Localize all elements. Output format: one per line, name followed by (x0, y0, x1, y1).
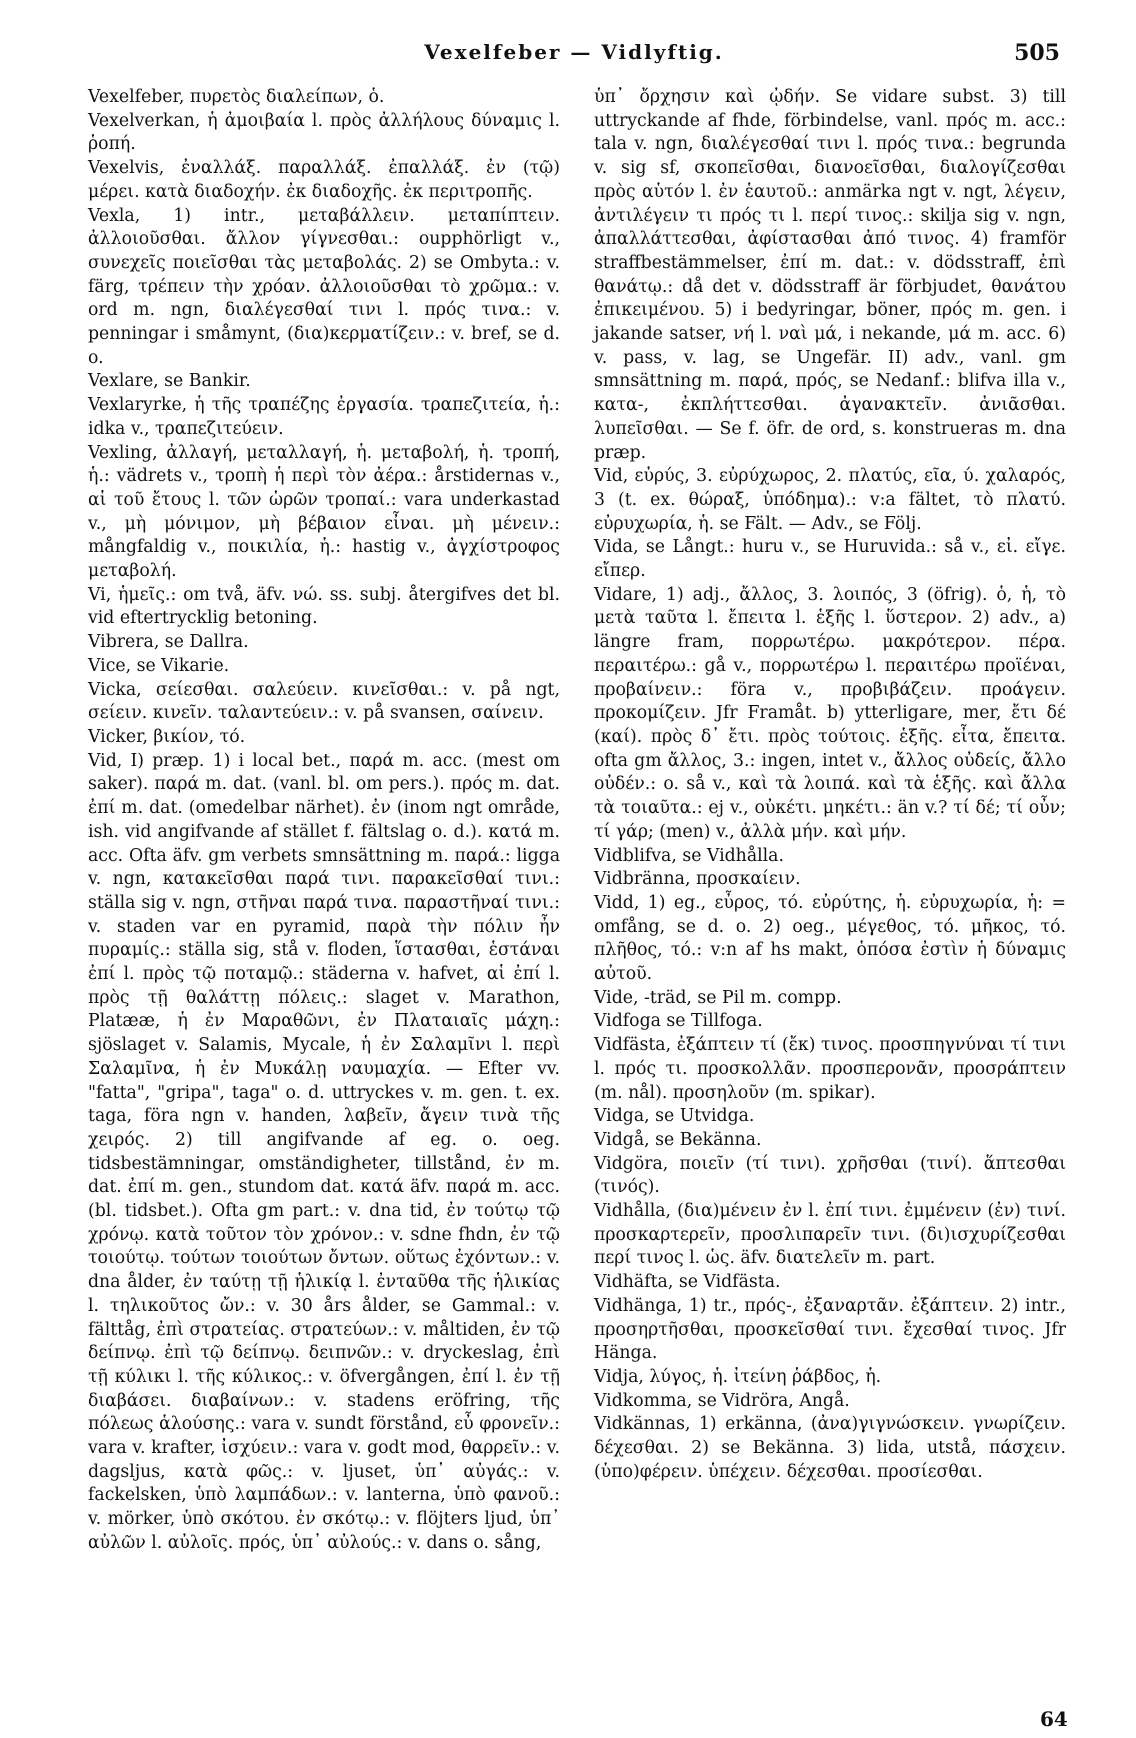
dictionary-entry: Vexla, 1) intr., μεταβάλλειν. μεταπίπτειν. ἀλλοιοῦσθαι. ἄλλον γίγνεσθαι.: oupphörligt v., συνεχεῖς ποιεῖσθαι τὰς μεταβολάς. 2) se Ombyta.: v. färg, τρέπειν τὴν χρόαν. ἀλλοιοῦσθαι τὸ χρῶμα.: v. ord m. ngn, διαλέγεσθαί τινι l. πρός τινα.: v. penningar i småmynt, (δια)κερματίζειν.: v. bref, se d. o. (88, 205, 560, 368)
page-number: 505 (1014, 40, 1060, 66)
dictionary-entry: Vexling, ἀλλαγή, μεταλλαγή, ἡ. μεταβολή, ἡ. τροπή, ἡ.: vädrets v., τροπὴ ἡ περὶ τὸν ἀέρα.: årstidernas v., αἱ τοῦ ἔτους l. τῶν ὡρῶν τροπαί.: vara underkastad v., μὴ μόνιμον, μὴ βέβαιον εἶναι. μὴ μένειν.: mångfaldig v., ποικιλία, ἡ.: hastig v., ἀγχίστροφος μεταβολή. (88, 442, 560, 582)
dictionary-entry: Vexelvis, ἐναλλάξ. παραλλάξ. ἐπαλλάξ. ἐν (τῷ) μέρει. κατὰ διαδοχήν. ἐκ διαδοχῆς. ἐκ περιτροπῆς. (88, 158, 560, 202)
dictionary-entry: Vidgöra, ποιεῖν (τί τινι). χρῆσθαι (τινί). ἅπτεσθαι (τινός). (594, 1153, 1066, 1198)
dictionary-entry: Vicka, σείεσθαι. σαλεύειν. κινεῖσθαι.: v. på ngt, σείειν. κινεῖν. ταλαντεύειν.: v. på svansen, σαίνειν. (88, 679, 560, 724)
dictionary-entry: Vexlaryrke, ἡ τῆς τραπέζης ἐργασία. τραπεζιτεία, ἡ.: idka v., τραπεζιτεύειν. (88, 395, 560, 439)
dictionary-entry: Vicker, βικίον, τό. (88, 726, 246, 747)
dictionary-entry: Vidga, se Utvidga. (594, 1106, 755, 1127)
dictionary-entry: Vidfästa, ἐξάπτειν τί (ἔκ) τινος. προσπηγνύναι τί τινι l. πρός τι. προσκολλᾶν. προσπερονᾶν, προσράπτειν (m. nål). προσηλοῦν (m. spikar). (594, 1035, 1066, 1103)
dictionary-entry: Vidbränna, προσκαίειν. (594, 869, 801, 890)
left-column (88, 86, 560, 1556)
dictionary-entry: Vidblifva, se Vidhålla. (594, 845, 784, 866)
dictionary-entry: Vexlare, se Bankir. (88, 371, 251, 392)
dictionary-entry: Vexelfeber, πυρετὸς διαλείπων, ὁ. (88, 87, 385, 107)
dictionary-entry: Vide, -träd, se Pil m. compp. (594, 987, 842, 1008)
right-column (594, 86, 1066, 1484)
dictionary-entry: Vidhänga, 1) tr., πρός-, ἐξαναρτᾶν. ἐξάπτειν. 2) intr., προσηρτῆσθαι, προσκεῖσθαί τινι. ἔχεσθαί τινος. Jfr Hänga. (594, 1295, 1066, 1364)
signature-mark: 64 (1040, 1707, 1068, 1731)
dictionary-entry: Vida, se Långt.: huru v., se Huruvida.: så v., εἰ. εἴγε. εἴπερ. (594, 537, 1066, 582)
dictionary-entry: Vidgå, se Bekänna. (594, 1129, 762, 1150)
dictionary-entry: Vice, se Vikarie. (88, 655, 230, 676)
dictionary-entry: Vidkännas, 1) erkänna, (ἀνα)γιγνώσκειν. γνωρίζειν. δέχεσθαι. 2) se Bekänna. 3) lida, utstå, πάσχειν. (ὑπο)φέρειν. ὑπέχειν. δέχεσθαι. προσίεσθαι. (594, 1414, 1066, 1482)
page-header (88, 40, 1060, 68)
dictionary-entry: Vid, εὐρύς, 3. εὐρύχωρος, 2. πλατύς, εῖα, ύ. χαλαρός, 3 (t. ex. θώραξ, ὑπόδημα).: v:a fältet, τὸ πλατύ. εὐρυχωρία, ἡ. se Fält. — Adv., se Följ. (594, 466, 1066, 534)
dictionary-entry: Vi, ἡμεῖς.: om två, äfv. νώ. ss. subj. återgifves det bl. vid eftertrycklig betoning. (88, 584, 560, 629)
dictionary-entry: Vid, I) præp. 1) i local bet., παρά m. acc. (mest om saker). παρά m. dat. (vanl. bl. om pers.). πρός m. dat. ἐπί m. dat. (omedelbar närhet). ἐν (inom ngt område, ish. vid angifvande af stället f. fältslag o. d.). κατά m. acc. Ofta äfv. gm verbets smnsättning m. παρά.: ligga v. ngn, κατακεῖσθαι παρά τινι. παρακεῖσθαί τινι.: ställa sig v. ngn, στῆναι παρά τινα. παραστῆναί τινι.: v. staden var en pyramid, παρὰ τὴν πόλιν ἦν πυραμίς.: ställa sig, stå v. floden, ἵστασθαι, ἑστάναι ἐπί l. πρὸς τῷ ποταμῷ.: städerna v. hafvet, αἱ ἐπί l. πρὸς τῇ θαλάττῃ πόλεις.: slaget v. Marathon, Platææ, ἡ ἐν Μαραθῶνι, ἐν Πλαταιαῖς μάχη.: sjöslaget v. Salamis, Mycale, ἡ ἐν Σαλαμῖνι l. περὶ Σαλαμῖνα, ἡ ἐν Μυκάλῃ ναυμαχία. — Efter vv. "fatta", "gripa", taga" o. d. uttryckes v. m. gen. t. ex. taga, föra ngn v. handen, λαβεῖν, ἄγειν τινὰ τῆς χειρός. 2) till angifvande af eg. o. oeg. tidsbestämningar, omständigheter, tillstånd, ἐν m. dat. ἐπί m. gen., stundom dat. κατά äfv. παρά m. acc. (bl. tidsbet.). Ofta gm part.: v. dna tid, ἐν τούτῳ τῷ χρόνῳ. κατὰ τοῦτον τὸν χρόνον.: v. sdne fhdn, ἐν τῷ τοιούτῳ. τούτων τοιούτων ὄντων. οὕτως ἐχόντων.: v. dna ålder, ἐν ταύτῃ τῇ ἡλικίᾳ l. ἐνταῦθα τῆς ἡλικίας l. τηλικοῦτος ὤν.: v. 30 års ålder, se Gammal.: v. fälttåg, ἐπὶ στρατείας. στρατεύων.: v. måltiden, ἐν τῷ δείπνῳ. ἐπὶ τῷ δείπνῳ. δειπνῶν.: v. dryckeslag, ἐπὶ τῇ κύλικι l. τῆς κύλικος.: v. öfvergången, ἐπί l. ἐν τῇ διαβάσει. διαβαίνων.: v. stadens eröfring, τῆς πόλεως ἁλούσης.: vara v. sundt förstånd, εὖ φρονεῖν.: vara v. krafter, ἰσχύειν.: vara v. godt mod, θαρρεῖν.: v. dagsljus, κατὰ φῶς.: v. ljuset, ὑπ᾽ αὐγάς.: v. fackelsken, ὑπὸ λαμπάδων.: v. lanterna, ὑπὸ φανοῦ.: v. mörker, ὑπὸ σκότου. ἐν σκότῳ.: v. flöjters ljud, ὑπ᾽ αὐλῶν l. αὐλοῖς. πρός, ὑπ᾽ αὐλούς.: v. dans o. sång, (88, 750, 560, 1553)
dictionary-entry: Vidfoga se Tillfoga. (594, 1011, 763, 1032)
dictionary-entry: Vidhålla, (δια)μένειν ἐν l. ἐπί τινι. ἐμμένειν (ἐν) τινί. προσκαρτερεῖν, προσλιπαρεῖν τινι. (δι)ισχυρίζεσθαι περί τινος l. ὡς. äfv. διατελεῖν m. part. (594, 1201, 1066, 1269)
dictionary-entry: Vidare, 1) adj., ἄλλος, 3. λοιπός, 3 (öfrig). ὁ, ἡ, τὸ μετὰ ταῦτα l. ἔπειτα l. ἑξῆς l. ὕστερον. 2) adv., a) längre fram, πορρωτέρω. μακρότερον. πέρα. περαιτέρω.: gå v., πορρωτέρω l. περαιτέρω προϊέναι, προβαίνειν.: föra v., προβιβάζειν. προάγειν. προκομίζειν. Jfr Framåt. b) ytterligare, mer, ἔτι δέ (καί). πρὸς δ᾽ ἔτι. πρὸς τούτοις. ἑξῆς. εἶτα, ἔπειτα. ofta gm ἄλλος, 3.: ingen, intet v., ἄλλος οὐδείς, ἄλλο οὐδέν.: o. så v., καὶ τὰ λοιπά. καὶ τὰ ἑξῆς. καὶ ἄλλα τὰ τοιαῦτα.: ej v., οὐκέτι. μηκέτι.: än v.? τί δέ; τί οὖν; τί γάρ; (men) v., ἀλλὰ μήν. καὶ μήν. (594, 584, 1066, 842)
dictionary-entry: Vidd, 1) eg., εὖρος, τό. εὐρύτης, ἡ. εὐρυχωρία, ἡ: = omfång, se d. o. 2) oeg., μέγεθος, τό. μῆκος, τό. πλῆθος, τό.: v:n af hs makt, ὁπόσα ἐστὶν ἡ δύναμις αὐτοῦ. (594, 892, 1066, 985)
dictionary-entry: Vexelverkan, ἡ ἀμοιβαία l. πρὸς ἀλλήλους δύναμις l. ῥοπή. (88, 110, 560, 155)
running-head: Vexelfeber — Vidlyftig. (424, 40, 724, 64)
dictionary-entry: ὑπ᾽ ὄρχησιν καὶ ᾠδήν. Se vidare subst. 3) till uttryckande af fhde, förbindelse, vanl. πρός m. acc.: tala v. ngn, διαλέγεσθαί τινι l. πρός τινα.: begrunda v. sig sf, σκοπεῖσθαι, διανοεῖσθαι, διαλογίζεσθαι πρὸς αὑτόν l. ἐν ἑαυτοῦ.: anmärka ngt v. ngt, λέγειν, ἀντιλέγειν τι πρός τι l. περί τινος.: skilja sig v. ngn, ἀπαλλάττεσθαι, ἀφίστασθαι ἀπό τινος. 4) framför straffbestämmelser, ἐπί m. dat.: v. dödsstraff, ἐπὶ θανάτῳ.: då det v. dödsstraff är förbjudet, θανάτου ἐπικειμένου. 5) i bedyringar, böner, πρός m. gen. i jakande satser, νή l. ναὶ μά, i nekande, μά m. acc. 6) v. pass, v. lag, se Ungefär. II) adv., vanl. gm smnsättning m. παρά, πρός, se Nedanf.: blifva illa v., κατα-, ἐκπλήττεσθαι. ἀγανακτεῖν. ἀνιᾶσθαι. λυπεῖσθαι. — Se f. öfr. de ord, s. konstrueras m. dna præp. (594, 87, 1066, 463)
dictionary-entry: Vidja, λύγος, ἡ. ἰτείνη ῥάβδος, ἡ. (594, 1366, 882, 1387)
dictionary-entry: Vidhäfta, se Vidfästa. (594, 1272, 781, 1293)
dictionary-entry: Vibrera, se Dallra. (88, 632, 249, 653)
dictionary-entry: Vidkomma, se Vidröra, Angå. (594, 1390, 850, 1411)
